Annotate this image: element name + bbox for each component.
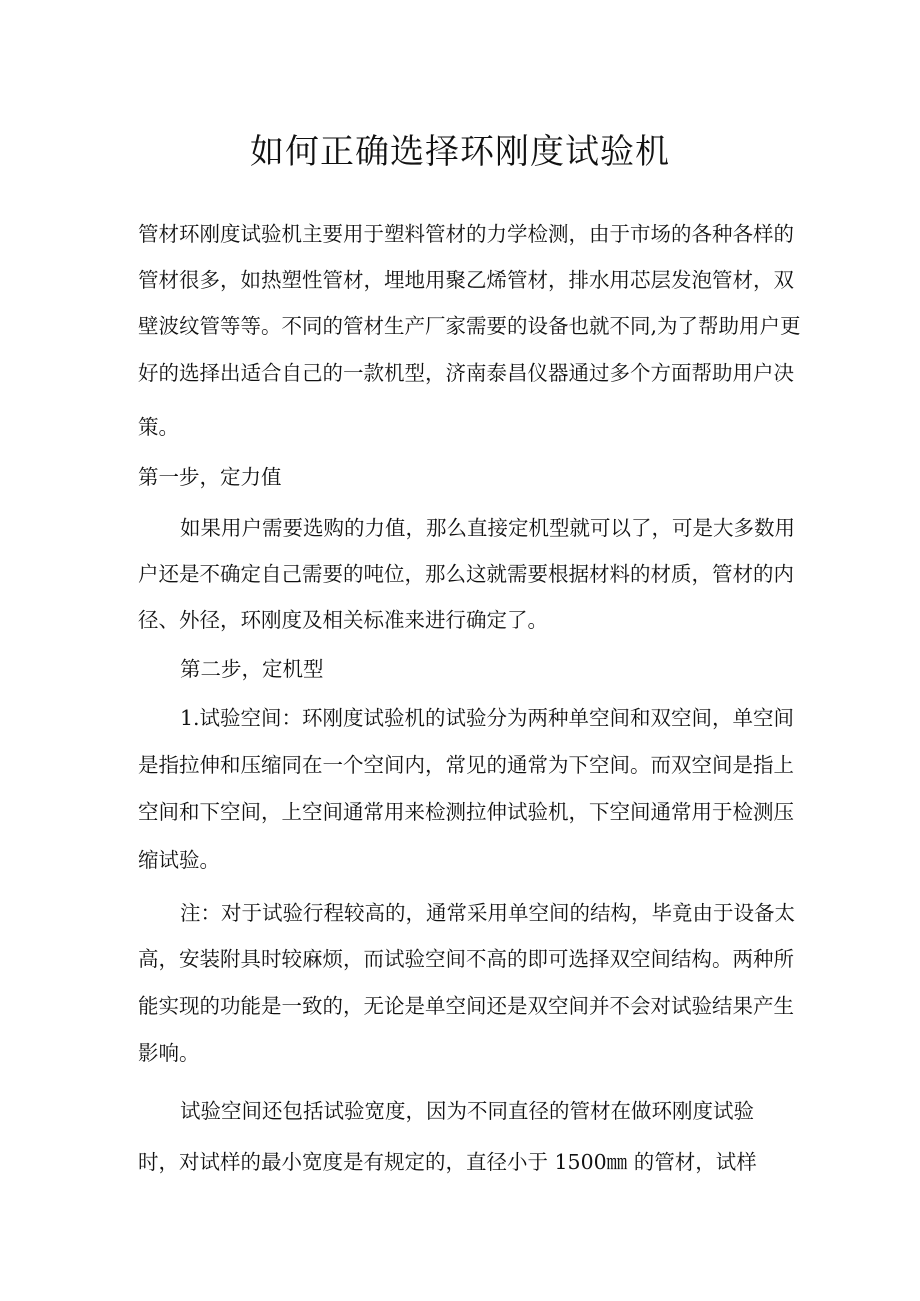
document-title: 如何正确选择环刚度试验机 bbox=[250, 132, 670, 172]
text-line: 如果用户需要选购的力值，那么直接定机型就可以了，可是大多数用 bbox=[180, 516, 795, 540]
text-line: 径、外径，环刚度及相关标准来进行确定了。 bbox=[138, 608, 548, 632]
text-line: 缩试验。 bbox=[138, 848, 220, 872]
text-line: 影响。 bbox=[138, 1041, 200, 1065]
step1-heading: 第一步，定力值 bbox=[138, 465, 282, 489]
text-line: 试验空间还包括试验宽度，因为不同直径的管材在做环刚度试验 bbox=[180, 1099, 754, 1123]
text-line: 注：对于试验行程较高的，通常采用单空间的结构，毕竟由于设备太 bbox=[180, 901, 795, 925]
text-line: 是指拉伸和压缩同在一个空间内，常见的通常为下空间。而双空间是指上 bbox=[138, 753, 794, 777]
text-line: 壁波纹管等等。不同的管材生产厂家需要的设备也就不同,为了帮助用户更 bbox=[138, 314, 801, 338]
text-line: 管材环刚度试验机主要用于塑料管材的力学检测，由于市场的各种各样的 bbox=[138, 222, 794, 246]
text-line: 空间和下空间，上空间通常用来检测拉伸试验机，下空间通常用于检测压 bbox=[138, 800, 794, 824]
text-line: 高，安装附具时较麻烦，而试验空间不高的即可选择双空间结构。两种所 bbox=[138, 947, 794, 971]
text-line: 户还是不确定自己需要的吨位，那么这就需要根据材料的材质，管材的内 bbox=[138, 562, 794, 586]
text-line: 能实现的功能是一致的，无论是单空间还是双空间并不会对试验结果产生 bbox=[138, 994, 794, 1018]
text-line: 管材很多，如热塑性管材，埋地用聚乙烯管材，排水用芯层发泡管材，双 bbox=[138, 268, 794, 292]
text-line: 策。 bbox=[138, 415, 179, 439]
text-line: 1.试验空间：环刚度试验机的试验分为两种单空间和双空间，单空间 bbox=[180, 706, 795, 730]
step2-heading: 第二步，定机型 bbox=[180, 657, 324, 681]
text-line: 好的选择出适合自己的一款机型，济南泰昌仪器通过多个方面帮助用户决 bbox=[138, 361, 794, 385]
text-line: 时，对试样的最小宽度是有规定的，直径小于 1500㎜ 的管材，试样 bbox=[138, 1150, 757, 1174]
